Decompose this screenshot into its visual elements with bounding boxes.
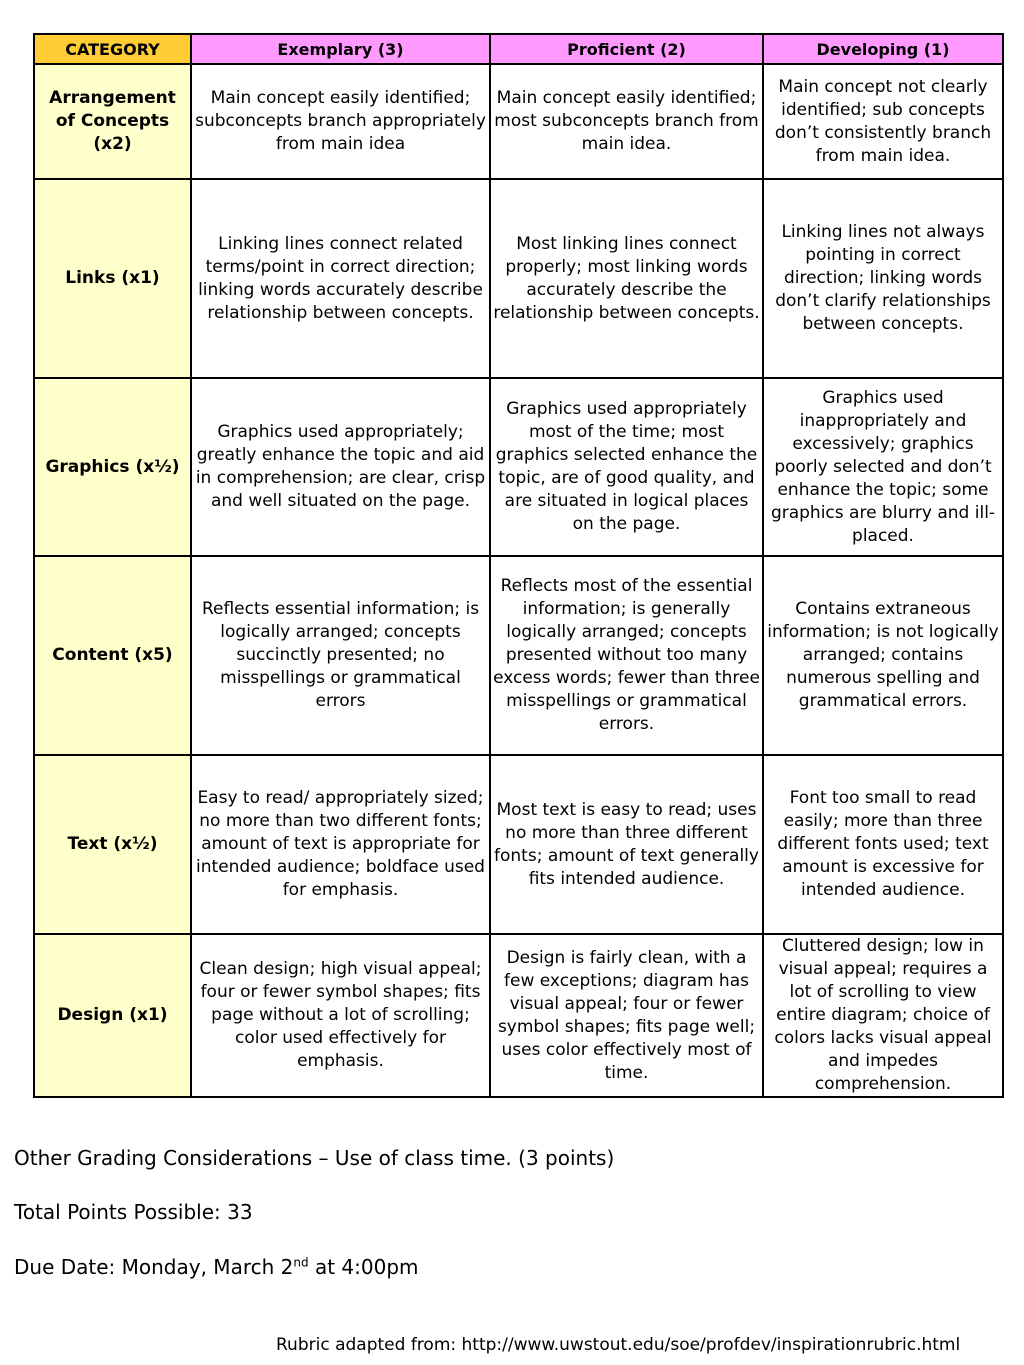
- other-considerations-note: Other Grading Considerations – Use of class time. (3 points): [14, 1146, 615, 1170]
- proficient-cell: Most text is easy to read; uses no more than three different fonts; amount of text generally fits intended audience.: [490, 755, 763, 934]
- proficient-cell: Graphics used appropriately most of the time; most graphics selected enhance the topic, are of good quality, and are situated in logical places on the page.: [490, 378, 763, 556]
- category-cell: Graphics (x½): [34, 378, 191, 556]
- exemplary-header: Exemplary (3): [191, 34, 490, 64]
- due-date-ordinal: nd: [293, 1255, 309, 1270]
- source-attribution: Rubric adapted from: http://www.uwstout.edu/soe/profdev/inspirationrubric.html: [276, 1335, 961, 1355]
- table-row: [34, 934, 1003, 1097]
- proficient-cell: Reflects most of the essential information; is generally logically arranged; concepts presented without too many excess words; fewer than three misspellings or grammatical errors.: [490, 556, 763, 755]
- category-cell: Links (x1): [34, 179, 191, 378]
- proficient-cell: Main concept easily identified; most subconcepts branch from main idea.: [490, 64, 763, 179]
- exemplary-cell: Reflects essential information; is logically arranged; concepts succinctly presented; no misspellings or grammatical errors: [191, 556, 490, 755]
- table-row: [34, 64, 1003, 179]
- category-header: CATEGORY: [34, 34, 191, 64]
- category-cell: Arrangement of Concepts (x2): [34, 64, 191, 179]
- rubric-table: [33, 33, 1004, 1098]
- due-date-prefix: Due Date: Monday, March 2: [14, 1255, 294, 1279]
- exemplary-cell: Linking lines connect related terms/point in correct direction; linking words accurately describe relationship between concepts.: [191, 179, 490, 378]
- category-cell: Content (x5): [34, 556, 191, 755]
- table-row: [34, 378, 1003, 556]
- proficient-cell: Most linking lines connect properly; most linking words accurately describe the relationship between concepts.: [490, 179, 763, 378]
- developing-header: Developing (1): [763, 34, 1003, 64]
- table-row: [34, 179, 1003, 378]
- total-points-note: Total Points Possible: 33: [14, 1200, 253, 1224]
- table-row: [34, 556, 1003, 755]
- header-row: [34, 34, 1003, 64]
- due-date-note: [14, 1255, 419, 1279]
- exemplary-cell: Main concept easily identified; subconcepts branch appropriately from main idea: [191, 64, 490, 179]
- exemplary-cell: Easy to read/ appropriately sized; no more than two different fonts; amount of text is appropriate for intended audience; boldface used for emphasis.: [191, 755, 490, 934]
- developing-cell: Graphics used inappropriately and excessively; graphics poorly selected and don’t enhance the topic; some graphics are blurry and ill-placed.: [763, 378, 1003, 556]
- category-cell: Design (x1): [34, 934, 191, 1097]
- proficient-header: Proficient (2): [490, 34, 763, 64]
- developing-cell: Font too small to read easily; more than three different fonts used; text amount is excessive for intended audience.: [763, 755, 1003, 934]
- table-row: [34, 755, 1003, 934]
- developing-cell: Cluttered design; low in visual appeal; requires a lot of scrolling to view entire diagram; choice of colors lacks visual appeal and impedes comprehension.: [763, 934, 1003, 1097]
- developing-cell: Contains extraneous information; is not logically arranged; contains numerous spelling and grammatical errors.: [763, 556, 1003, 755]
- due-date-suffix: at 4:00pm: [308, 1255, 419, 1279]
- developing-cell: Main concept not clearly identified; sub concepts don’t consistently branch from main idea.: [763, 64, 1003, 179]
- exemplary-cell: Clean design; high visual appeal; four or fewer symbol shapes; fits page without a lot of scrolling; color used effectively for emphasis.: [191, 934, 490, 1097]
- proficient-cell: Design is fairly clean, with a few exceptions; diagram has visual appeal; four or fewer symbol shapes; fits page well; uses color effectively most of time.: [490, 934, 763, 1097]
- developing-cell: Linking lines not always pointing in correct direction; linking words don’t clarify relationships between concepts.: [763, 179, 1003, 378]
- category-cell: Text (x½): [34, 755, 191, 934]
- exemplary-cell: Graphics used appropriately; greatly enhance the topic and aid in comprehension; are clear, crisp and well situated on the page.: [191, 378, 490, 556]
